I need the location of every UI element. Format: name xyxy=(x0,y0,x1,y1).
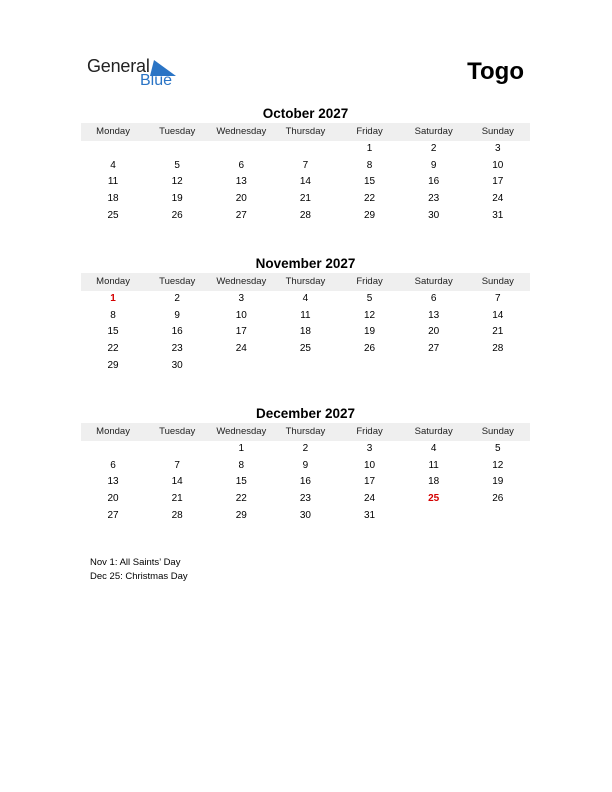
weekday-header-row xyxy=(81,423,530,441)
day-cell: 12 xyxy=(364,309,376,321)
day-cell: 10 xyxy=(364,459,376,471)
day-cell: 9 xyxy=(430,159,437,171)
day-cell: 23 xyxy=(299,493,311,505)
weekday-label: Thursday xyxy=(285,126,326,137)
day-cell: 19 xyxy=(492,476,504,488)
day-cell: 18 xyxy=(299,326,311,338)
day-cell: 3 xyxy=(495,143,501,154)
day-cell: 28 xyxy=(492,343,504,355)
weekday-label: Wednesday xyxy=(216,276,267,287)
day-cell xyxy=(273,358,337,375)
day-cell: 8 xyxy=(366,159,373,171)
day-cell: 21 xyxy=(299,193,311,205)
weekday-label: Monday xyxy=(96,126,130,137)
day-cell: 31 xyxy=(364,509,376,521)
day-cell: 2 xyxy=(302,443,309,454)
holiday-note: Dec 25: Christmas Day xyxy=(90,571,188,582)
day-cell: 21 xyxy=(492,326,504,338)
day-cell: 4 xyxy=(110,159,116,171)
weekday-label: Wednesday xyxy=(216,126,267,137)
holiday-day-cell: 25 xyxy=(428,493,440,505)
month-title: December 2027 xyxy=(255,406,356,421)
day-cell: 10 xyxy=(492,159,504,171)
day-cell: 9 xyxy=(302,459,309,471)
day-cell: 24 xyxy=(235,343,247,355)
day-cell: 29 xyxy=(364,209,376,221)
day-cell: 29 xyxy=(107,359,119,371)
day-cell: 8 xyxy=(110,309,116,321)
day-cell: 19 xyxy=(171,193,183,205)
day-cell: 15 xyxy=(107,326,119,338)
day-cell: 10 xyxy=(235,309,247,321)
country-title: Togo xyxy=(467,58,524,85)
day-cell: 2 xyxy=(430,143,437,154)
day-cell: 16 xyxy=(428,176,440,188)
day-cell: 18 xyxy=(428,476,440,488)
day-cell: 26 xyxy=(492,493,504,505)
weekday-label: Tuesday xyxy=(159,126,196,137)
logo-blue-text: Blue xyxy=(140,72,173,89)
holiday-notes xyxy=(90,556,188,584)
day-cell: 20 xyxy=(235,193,247,205)
month-block xyxy=(81,105,530,224)
day-cell: 22 xyxy=(364,193,376,205)
day-cell: 8 xyxy=(238,459,245,471)
day-cell: 2 xyxy=(174,293,180,304)
day-cell: 6 xyxy=(238,159,245,171)
day-cell xyxy=(145,141,209,158)
day-cell xyxy=(466,358,530,375)
day-cell: 28 xyxy=(299,209,311,221)
day-cell: 22 xyxy=(107,343,119,355)
week-row xyxy=(81,491,530,508)
day-cell: 19 xyxy=(364,326,376,338)
day-cell: 25 xyxy=(299,343,311,355)
week-row xyxy=(81,341,530,358)
weekday-label: Tuesday xyxy=(159,276,196,287)
week-row xyxy=(81,358,530,375)
day-cell: 30 xyxy=(428,209,440,221)
day-cell: 11 xyxy=(107,176,119,188)
day-cell: 1 xyxy=(366,143,373,154)
day-cell: 25 xyxy=(107,209,119,221)
weekday-header-row xyxy=(81,273,530,291)
week-row xyxy=(81,441,530,458)
day-cell: 1 xyxy=(238,443,245,454)
day-cell: 24 xyxy=(364,493,376,505)
day-cell: 13 xyxy=(235,176,247,188)
day-cell xyxy=(466,508,530,525)
day-cell: 4 xyxy=(430,443,437,454)
day-cell: 4 xyxy=(302,293,309,304)
day-cell: 26 xyxy=(171,209,183,221)
day-cell: 13 xyxy=(428,309,440,321)
week-row xyxy=(81,291,530,308)
day-cell: 22 xyxy=(235,493,247,505)
day-cell: 7 xyxy=(302,159,309,171)
day-cell xyxy=(402,358,466,375)
holiday-day-cell: 1 xyxy=(110,293,116,304)
day-cell: 17 xyxy=(492,176,504,188)
day-cell: 29 xyxy=(235,509,247,521)
day-cell xyxy=(81,141,145,158)
weekday-label: Friday xyxy=(356,426,383,437)
week-row xyxy=(81,508,530,525)
weekday-label: Saturday xyxy=(414,426,453,437)
week-row xyxy=(81,474,530,491)
day-cell: 20 xyxy=(107,493,119,505)
week-row xyxy=(81,158,530,175)
day-cell: 24 xyxy=(492,193,504,205)
day-cell: 15 xyxy=(235,476,247,488)
day-cell: 27 xyxy=(428,343,440,355)
weekday-header-row xyxy=(81,123,530,141)
day-cell: 3 xyxy=(238,293,245,304)
day-cell xyxy=(209,141,273,158)
weekday-label: Friday xyxy=(356,276,383,287)
month-block xyxy=(81,255,530,374)
day-cell: 7 xyxy=(495,293,501,304)
day-cell: 16 xyxy=(171,326,183,338)
month-title: November 2027 xyxy=(255,256,356,271)
day-cell xyxy=(273,141,337,158)
day-cell xyxy=(402,508,466,525)
day-cell: 14 xyxy=(171,476,183,488)
logo xyxy=(87,56,187,92)
day-cell: 6 xyxy=(110,459,116,471)
day-cell: 27 xyxy=(107,509,119,521)
month-title: October 2027 xyxy=(262,106,349,121)
week-row xyxy=(81,174,530,191)
weekday-label: Wednesday xyxy=(216,426,267,437)
day-cell: 26 xyxy=(364,343,376,355)
week-row xyxy=(81,208,530,225)
day-cell: 15 xyxy=(364,176,376,188)
day-cell: 5 xyxy=(495,443,501,454)
weekday-label: Saturday xyxy=(414,276,453,287)
weekday-label: Thursday xyxy=(285,426,326,437)
month-block xyxy=(81,405,530,524)
day-cell: 21 xyxy=(171,493,183,505)
day-cell: 12 xyxy=(171,176,183,188)
day-cell: 17 xyxy=(364,476,376,488)
day-cell: 13 xyxy=(107,476,119,488)
day-cell: 5 xyxy=(174,159,180,171)
weekday-label: Monday xyxy=(96,276,130,287)
day-cell: 27 xyxy=(235,209,247,221)
weekday-label: Thursday xyxy=(285,276,326,287)
week-row xyxy=(81,308,530,325)
weekday-label: Tuesday xyxy=(159,426,196,437)
day-cell: 12 xyxy=(492,459,504,471)
day-cell: 11 xyxy=(428,459,439,471)
day-cell: 6 xyxy=(430,293,437,304)
week-row xyxy=(81,141,530,158)
week-row xyxy=(81,324,530,341)
weekday-label: Saturday xyxy=(414,126,453,137)
day-cell: 23 xyxy=(171,343,183,355)
day-cell: 7 xyxy=(174,459,180,471)
holiday-note: Nov 1: All Saints’ Day xyxy=(90,557,181,568)
day-cell: 11 xyxy=(300,309,311,321)
day-cell: 14 xyxy=(299,176,311,188)
week-row xyxy=(81,191,530,208)
day-cell: 23 xyxy=(428,193,440,205)
day-cell xyxy=(338,358,402,375)
day-cell xyxy=(145,441,209,458)
day-cell: 5 xyxy=(366,293,373,304)
weekday-label: Sunday xyxy=(481,126,514,137)
weekday-label: Friday xyxy=(356,126,383,137)
day-cell: 14 xyxy=(492,309,504,321)
logo-general-text: General xyxy=(87,56,150,76)
weekday-label: Monday xyxy=(96,426,130,437)
week-row xyxy=(81,458,530,475)
day-cell: 18 xyxy=(107,193,119,205)
day-cell: 17 xyxy=(235,326,247,338)
day-cell: 3 xyxy=(366,443,373,454)
day-cell xyxy=(81,441,145,458)
day-cell: 30 xyxy=(171,359,183,371)
day-cell: 30 xyxy=(299,509,311,521)
weekday-label: Sunday xyxy=(481,276,514,287)
day-cell: 28 xyxy=(171,509,183,521)
day-cell: 16 xyxy=(299,476,311,488)
day-cell xyxy=(209,358,273,375)
weekday-label: Sunday xyxy=(481,426,514,437)
day-cell: 9 xyxy=(174,309,180,321)
day-cell: 31 xyxy=(492,209,504,221)
day-cell: 20 xyxy=(428,326,440,338)
